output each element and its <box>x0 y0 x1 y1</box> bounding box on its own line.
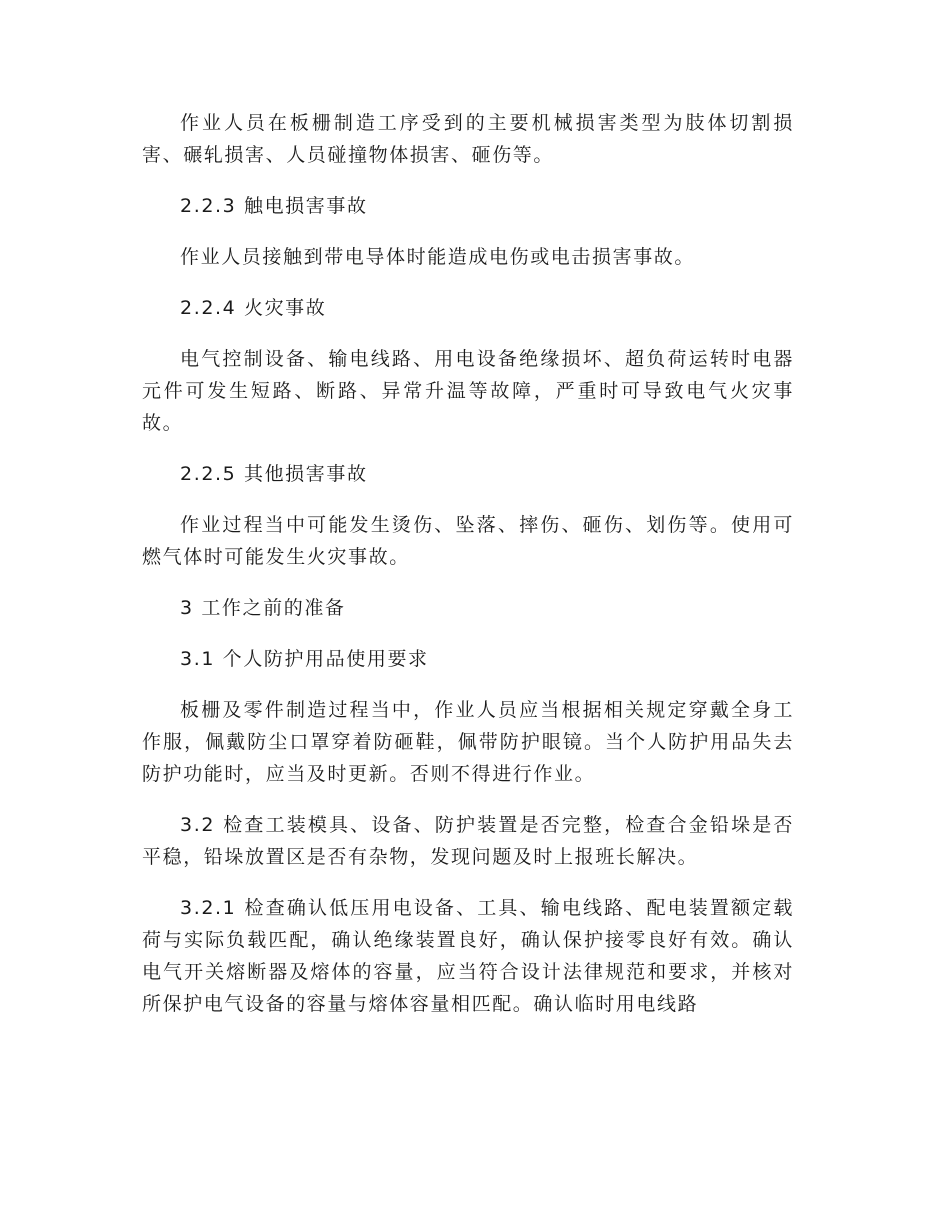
heading-2-2-5: 2.2.5 其他损害事故 <box>180 463 368 485</box>
paragraph-electric-shock: 作业人员接触到带电导体时能造成电伤或电击损害事故。 <box>180 246 696 268</box>
heading-3: 3 工作之前的准备 <box>180 597 346 619</box>
document-body <box>142 107 794 1039</box>
paragraph-3-2-inspection: 3.2 检查工装模具、设备、防护装置是否完整，检查合金铅垛是否平稳，铅垛放置区是否有杂物，发现问题及时上报班长解决。 <box>142 814 794 868</box>
paragraph-protective-equipment: 板栅及零件制造过程当中，作业人员应当根据相关规定穿戴全身工作服，佩戴防尘口罩穿着防砸鞋，佩带防护眼镜。当个人防护用品失去防护功能时，应当及时更新。否则不得进行作业。 <box>142 699 794 785</box>
paragraph-mechanical-injury: 作业人员在板栅制造工序受到的主要机械损害类型为肢体切割损害、碾轧损害、人员碰撞物体损害、砸伤等。 <box>142 112 794 166</box>
paragraph-3-2-1-electrical-check: 3.2.1 检查确认低压用电设备、工具、输电线路、配电装置额定载荷与实际负载匹配，确认绝缘装置良好，确认保护接零良好有效。确认电气开关熔断器及熔体的容量，应当符合设计法律规范和要求，并核对所保护电气设备的容量与熔体容量相匹配。确认临时用电线路 <box>142 897 794 1015</box>
heading-2-2-3: 2.2.3 触电损害事故 <box>180 195 368 217</box>
paragraph-other-injuries: 作业过程当中可能发生烫伤、坠落、摔伤、砸伤、划伤等。使用可燃气体时可能发生火灾事故。 <box>142 514 794 568</box>
paragraph-fire-accident: 电气控制设备、输电线路、用电设备绝缘损坏、超负荷运转时电器元件可发生短路、断路、异常升温等故障，严重时可导致电气火灾事故。 <box>142 348 794 434</box>
heading-3-1: 3.1 个人防护用品使用要求 <box>180 648 429 670</box>
heading-2-2-4: 2.2.4 火灾事故 <box>180 297 327 319</box>
